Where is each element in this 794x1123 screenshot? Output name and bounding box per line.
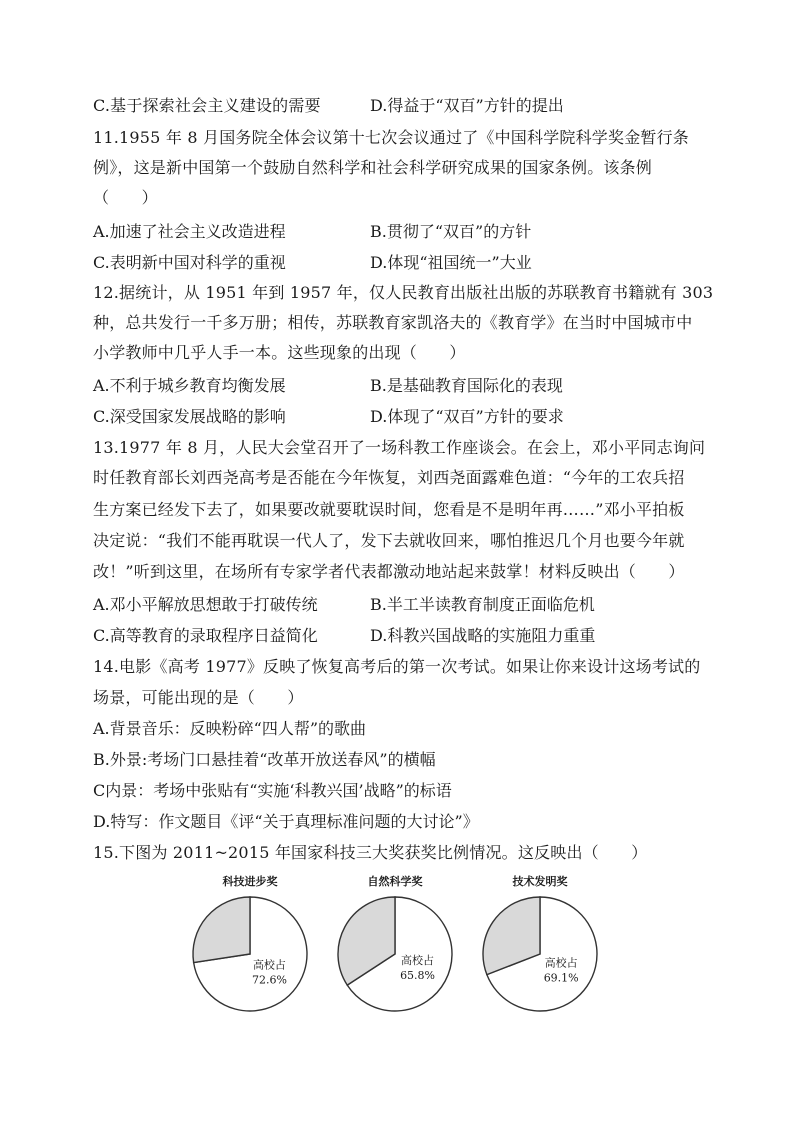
pie-2-share-value: 65.8%	[400, 969, 436, 983]
q13-stem-line1: 13.1977 年 8 月，人民大会堂召开了一场科教工作座谈会。在会上，邓小平同志询问	[93, 438, 706, 457]
q12-stem-line3: 小学教师中几乎人手一本。这些现象的出现（ ）	[93, 343, 466, 362]
q13-stem-line2: 时任教育部长刘西尧高考是否能在今年恢复，刘西尧面露难色道：“今年的工农兵招	[93, 468, 685, 487]
q13-stem-line5: 改！”听到这里，在场所有专家学者代表都激动地站起来鼓掌！材料反映出（ ）	[93, 562, 685, 581]
q11-option-a: A.加速了社会主义改造进程	[93, 222, 286, 241]
q12-option-a: A.不利于城乡教育均衡发展	[93, 376, 286, 395]
q12-stem-line2: 种，总共发行一千多万册；相传，苏联教育家凯洛夫的《教育学》在当时中国城市中	[93, 313, 693, 332]
q12-option-d: D.体现了“双百”方针的要求	[370, 407, 564, 426]
q14-option-b: B.外景:考场门口悬挂着“改革开放送春风”的横幅	[93, 750, 436, 769]
q14-option-d: D.特写：作文题目《评“关于真理标准问题的大讨论”》	[93, 812, 479, 831]
q13-stem-line3: 生方案已经发下去了，如果要改就要耽误时间，您看是不是明年再……”邓小平拍板	[93, 500, 685, 519]
pie-3-share-value: 69.1%	[543, 971, 579, 985]
q12-option-c: C.深受国家发展战略的影响	[93, 407, 286, 426]
q14-stem-line1: 14.电影《高考 1977》反映了恢复高考后的第一次考试。如果让你来设计这场考试的	[93, 657, 701, 676]
pie-1-share-label: 高校占	[252, 958, 286, 972]
q12-option-b: B.是基础教育国际化的表现	[370, 376, 563, 395]
q11-stem-line3: （ ）	[93, 188, 158, 207]
q11-option-b: B.贯彻了“双百”的方针	[370, 222, 532, 241]
q13-option-b: B.半工半读教育制度正面临危机	[370, 595, 595, 614]
pie-3-share-label: 高校占	[544, 956, 578, 970]
q13-option-c: C.高等教育的录取程序日益简化	[93, 626, 318, 645]
q14-option-a: A.背景音乐：反映粉碎“四人帮”的歌曲	[93, 719, 367, 738]
pie-title-3: 技术发明奖	[512, 875, 568, 888]
pie-title-1: 科技进步奖	[222, 875, 278, 888]
pie-1-other-slice	[193, 897, 250, 963]
pie-2-share-label: 高校占	[401, 954, 435, 968]
q11-option-c: C.表明新中国对科学的重视	[93, 253, 286, 272]
q13-option-d: D.科教兴国战略的实施阻力重重	[370, 626, 596, 645]
q14-option-c: C内景：考场中张贴有“实施‘科教兴国’战略”的标语	[93, 781, 452, 800]
pie-canvas	[190, 872, 620, 1022]
q14-stem-line2: 场景，可能出现的是（ ）	[93, 688, 304, 707]
q10-option-c: C.基于探索社会主义建设的需要	[93, 96, 321, 115]
pie-1-share-value: 72.6%	[251, 973, 287, 987]
q10-option-d: D.得益于“双百”方针的提出	[370, 96, 564, 115]
award-pie-charts	[190, 872, 620, 1022]
q13-option-a: A.邓小平解放思想敢于打破传统	[93, 595, 318, 614]
q11-stem-line1: 11.1955 年 8 月国务院全体会议第十七次会议通过了《中国科学院科学奖金暂行条	[93, 128, 690, 147]
q15-stem-line1: 15.下图为 2011~2015 年国家科技三大奖获奖比例情况。这反映出（ ）	[93, 843, 648, 862]
q13-stem-line4: 决定说：“我们不能再耽误一代人了，发下去就收回来，哪怕推迟几个月也要今年就	[93, 531, 685, 550]
q11-stem-line2: 例》，这是新中国第一个鼓励自然科学和社会科学研究成果的国家条例。该条例	[93, 158, 653, 177]
q11-option-d: D.体现“祖国统一”大业	[370, 253, 532, 272]
pie-title-2: 自然科学奖	[367, 875, 423, 888]
q12-stem-line1: 12.据统计，从 1951 年到 1957 年，仅人民教育出版社出版的苏联教育书籍就有 303	[93, 283, 714, 302]
